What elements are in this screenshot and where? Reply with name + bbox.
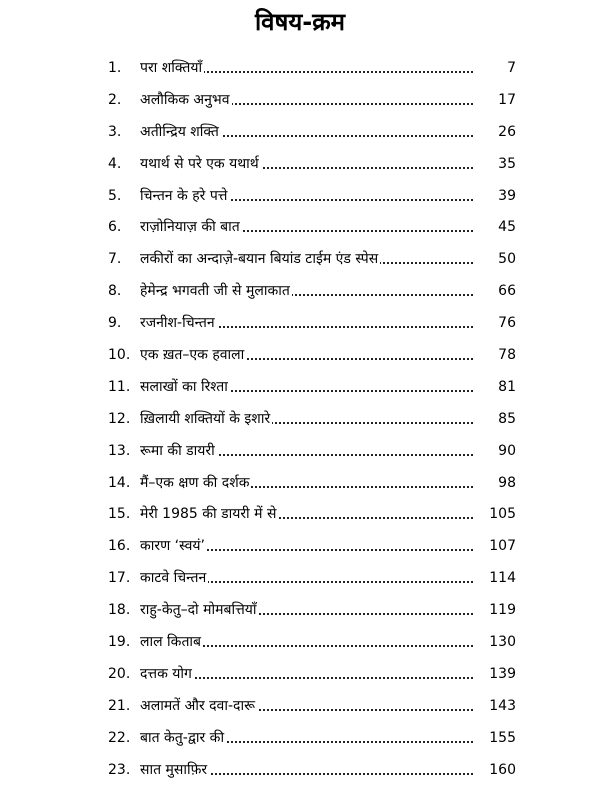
entry-number: 5. bbox=[108, 187, 122, 204]
entry-title: काटवे चिन्तन bbox=[140, 570, 207, 587]
entry-title: परा शक्तियाँ bbox=[140, 60, 203, 76]
entry-number: 14. bbox=[108, 474, 131, 491]
entry-title: एक ख़त–एक हवाला bbox=[140, 347, 245, 364]
toc-entry bbox=[0, 562, 600, 594]
toc-entry bbox=[0, 626, 600, 658]
entry-number: 6. bbox=[108, 219, 122, 236]
toc-entry bbox=[0, 658, 600, 690]
toc-entry bbox=[0, 594, 600, 626]
entry-page-number: 90 bbox=[474, 442, 516, 460]
toc-entry bbox=[0, 498, 600, 530]
entry-page-number: 85 bbox=[474, 410, 516, 428]
entry-number: 17. bbox=[108, 570, 131, 587]
entry-title: अतीन्द्रिय शक्ति bbox=[140, 123, 219, 140]
table-of-contents bbox=[0, 52, 600, 785]
entry-title: मैं–एक क्षण की दर्शक bbox=[140, 474, 250, 491]
toc-entry bbox=[0, 180, 600, 212]
toc-entry bbox=[0, 116, 600, 148]
entry-number: 2. bbox=[108, 91, 122, 108]
entry-title: सलाखों का रिश्ता bbox=[140, 378, 228, 395]
toc-entry bbox=[0, 467, 600, 499]
toc-entry bbox=[0, 148, 600, 180]
entry-number: 23. bbox=[108, 761, 131, 778]
entry-page-number: 7 bbox=[474, 59, 516, 77]
entry-title: बात केतु-द्वार की bbox=[140, 729, 225, 746]
entry-page-number: 26 bbox=[474, 123, 516, 141]
entry-number: 18. bbox=[108, 602, 131, 619]
entry-number: 1. bbox=[108, 60, 122, 76]
toc-entry bbox=[0, 307, 600, 339]
entry-title: लाल किताब bbox=[140, 634, 202, 651]
entry-title: राज़ोनियाज़ की बात bbox=[140, 219, 240, 236]
entry-number: 16. bbox=[108, 538, 131, 555]
entry-page-number: 39 bbox=[474, 187, 516, 205]
toc-entry bbox=[0, 403, 600, 435]
toc-entry bbox=[0, 435, 600, 467]
entry-page-number: 143 bbox=[474, 697, 516, 715]
toc-entry bbox=[0, 339, 600, 371]
entry-title: ख़िलायी शक्तियों के इशारे bbox=[140, 410, 271, 427]
entry-title: रजनीश-चिन्तन bbox=[140, 315, 215, 332]
entry-page-number: 105 bbox=[474, 505, 516, 523]
dot-leader bbox=[140, 677, 516, 679]
entry-number: 7. bbox=[108, 251, 122, 268]
entry-title: मेरी 1985 की डायरी में से bbox=[140, 506, 277, 523]
entry-page-number: 107 bbox=[474, 537, 516, 555]
entry-number: 10. bbox=[108, 347, 131, 364]
entry-title: सात मुसाफ़िर bbox=[140, 761, 208, 778]
entry-page-number: 76 bbox=[474, 314, 516, 332]
entry-number: 4. bbox=[108, 155, 122, 172]
entry-number: 22. bbox=[108, 729, 131, 746]
entry-number: 15. bbox=[108, 506, 131, 523]
entry-title: हेमेन्द्र भगवती जी से मुलाकात bbox=[140, 283, 290, 300]
entry-title: अलामतें और दवा-दारू bbox=[140, 697, 255, 714]
entry-page-number: 78 bbox=[474, 346, 516, 364]
entry-title: लकीरों का अन्दाज़े-बयान बियांड टाईम एंड स्पेस bbox=[140, 251, 379, 268]
entry-title: रूमा की डायरी bbox=[140, 442, 215, 459]
entry-page-number: 50 bbox=[474, 250, 516, 268]
entry-page-number: 160 bbox=[474, 761, 516, 779]
entry-number: 20. bbox=[108, 665, 131, 682]
entry-number: 21. bbox=[108, 697, 131, 714]
toc-entry bbox=[0, 275, 600, 307]
toc-entry bbox=[0, 371, 600, 403]
page-title: विषय-क्रम bbox=[254, 8, 346, 36]
entry-number: 12. bbox=[108, 410, 131, 427]
entry-page-number: 114 bbox=[474, 569, 516, 587]
toc-entry bbox=[0, 84, 600, 116]
entry-number: 11. bbox=[108, 378, 131, 395]
toc-entry bbox=[0, 754, 600, 785]
entry-number: 19. bbox=[108, 634, 131, 651]
entry-page-number: 130 bbox=[474, 633, 516, 651]
entry-page-number: 155 bbox=[474, 729, 516, 747]
entry-title: दत्तक योग bbox=[140, 665, 192, 682]
entry-page-number: 139 bbox=[474, 665, 516, 683]
toc-entry bbox=[0, 52, 600, 84]
entry-page-number: 45 bbox=[474, 218, 516, 236]
toc-entry bbox=[0, 243, 600, 275]
toc-entry bbox=[0, 722, 600, 754]
entry-page-number: 17 bbox=[474, 91, 516, 109]
toc-entry bbox=[0, 211, 600, 243]
entry-title: कारण ‘स्वयं’ bbox=[140, 538, 205, 555]
entry-page-number: 81 bbox=[474, 378, 516, 396]
entry-title: चिन्तन के हरे पत्ते bbox=[140, 187, 228, 204]
entry-page-number: 119 bbox=[474, 601, 516, 619]
entry-page-number: 35 bbox=[474, 155, 516, 173]
entry-title: अलौकिक अनुभव bbox=[140, 91, 230, 108]
toc-entry bbox=[0, 690, 600, 722]
entry-page-number: 66 bbox=[474, 282, 516, 300]
entry-number: 13. bbox=[108, 442, 131, 459]
entry-title: यथार्थ से परे एक यथार्थ bbox=[140, 155, 259, 172]
entry-page-number: 98 bbox=[474, 474, 516, 492]
entry-number: 8. bbox=[108, 283, 122, 300]
toc-entry bbox=[0, 530, 600, 562]
entry-number: 3. bbox=[108, 123, 122, 140]
entry-title: राहु-केतु–दो मोमबत्तियाँ bbox=[140, 602, 257, 619]
entry-number: 9. bbox=[108, 315, 122, 332]
